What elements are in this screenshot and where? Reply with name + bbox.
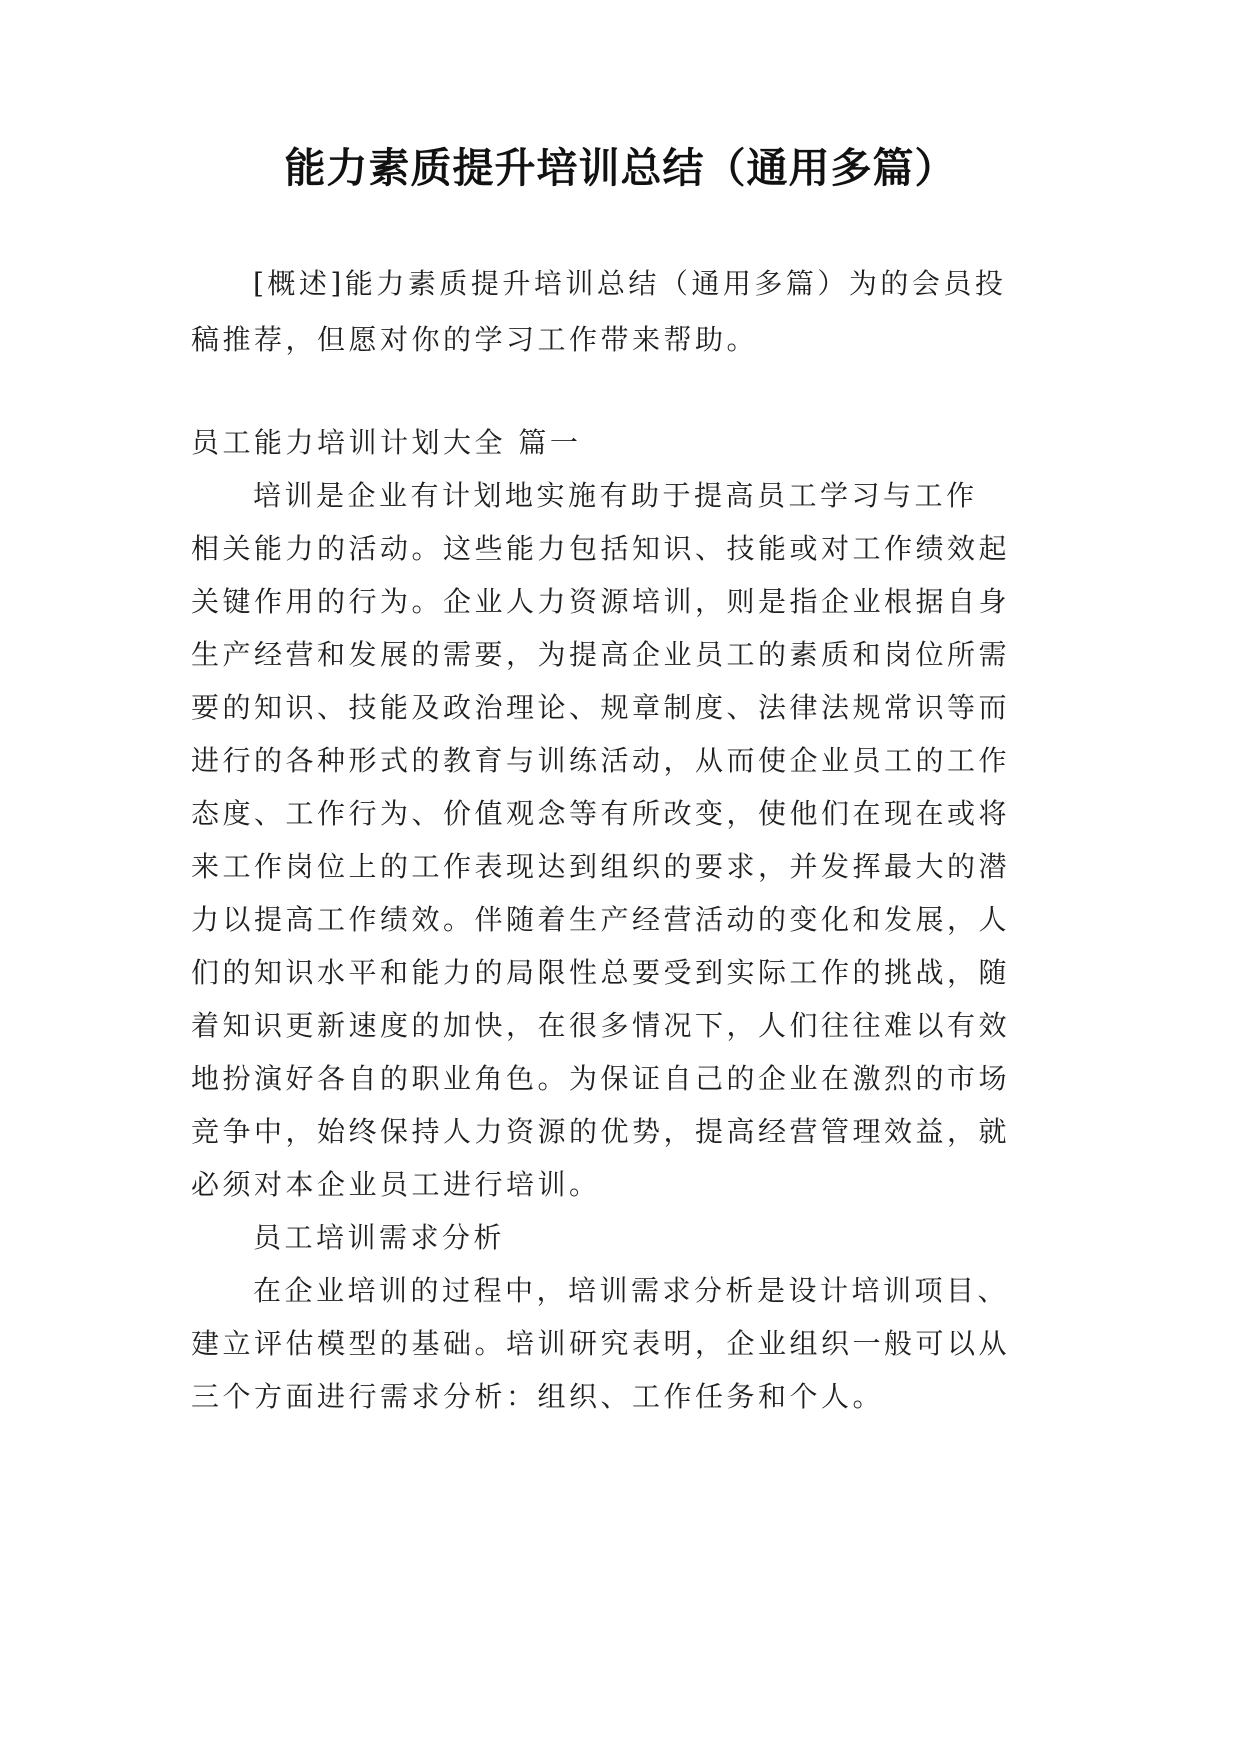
section-heading: 员工能力培训计划大全 篇一 (191, 426, 582, 459)
document-title: 能力素质提升培训总结（通用多篇） (284, 144, 957, 192)
paragraph-line: 三个方面进行需求分析：组织、工作任务和个人。 (191, 1380, 885, 1413)
paragraph-line: 态度、工作行为、价值观念等有所改变，使他们在现在或将 (191, 797, 1011, 830)
paragraph-line: 进行的各种形式的教育与训练活动，从而使企业员工的工作 (191, 744, 1011, 777)
paragraph-line: 必须对本企业员工进行培训。 (191, 1168, 601, 1201)
summary-line: 稿推荐，但愿对你的学习工作带来帮助。 (191, 323, 759, 356)
paragraph-line: 生产经营和发展的需要，为提高企业员工的素质和岗位所需 (191, 638, 1011, 671)
paragraph-line: 相关能力的活动。这些能力包括知识、技能或对工作绩效起 (191, 532, 1011, 565)
summary-line: [概述]能力素质提升培训总结（通用多篇）为的会员投 (253, 267, 1007, 300)
subheading: 员工培训需求分析 (253, 1221, 506, 1254)
paragraph-line: 建立评估模型的基础。培训研究表明，企业组织一般可以从 (191, 1327, 1011, 1360)
paragraph-line: 培训是企业有计划地实施有助于提高员工学习与工作 (253, 479, 978, 512)
paragraph-line: 要的知识、技能及政治理论、规章制度、法律法规常识等而 (191, 691, 1011, 724)
paragraph-line: 在企业培训的过程中，培训需求分析是设计培训项目、 (253, 1274, 1010, 1307)
paragraph-line: 们的知识水平和能力的局限性总要受到实际工作的挑战，随 (191, 956, 1011, 989)
paragraph-line: 来工作岗位上的工作表现达到组织的要求，并发挥最大的潜 (191, 850, 1011, 883)
paragraph-line: 力以提高工作绩效。伴随着生产经营活动的变化和发展，人 (191, 903, 1011, 936)
paragraph-line: 关键作用的行为。企业人力资源培训，则是指企业根据自身 (191, 585, 1011, 618)
paragraph-line: 竞争中，始终保持人力资源的优势，提高经营管理效益，就 (191, 1115, 1011, 1148)
paragraph-line: 着知识更新速度的加快，在很多情况下，人们往往难以有效 (191, 1009, 1011, 1042)
paragraph-line: 地扮演好各自的职业角色。为保证自己的企业在激烈的市场 (191, 1062, 1011, 1095)
